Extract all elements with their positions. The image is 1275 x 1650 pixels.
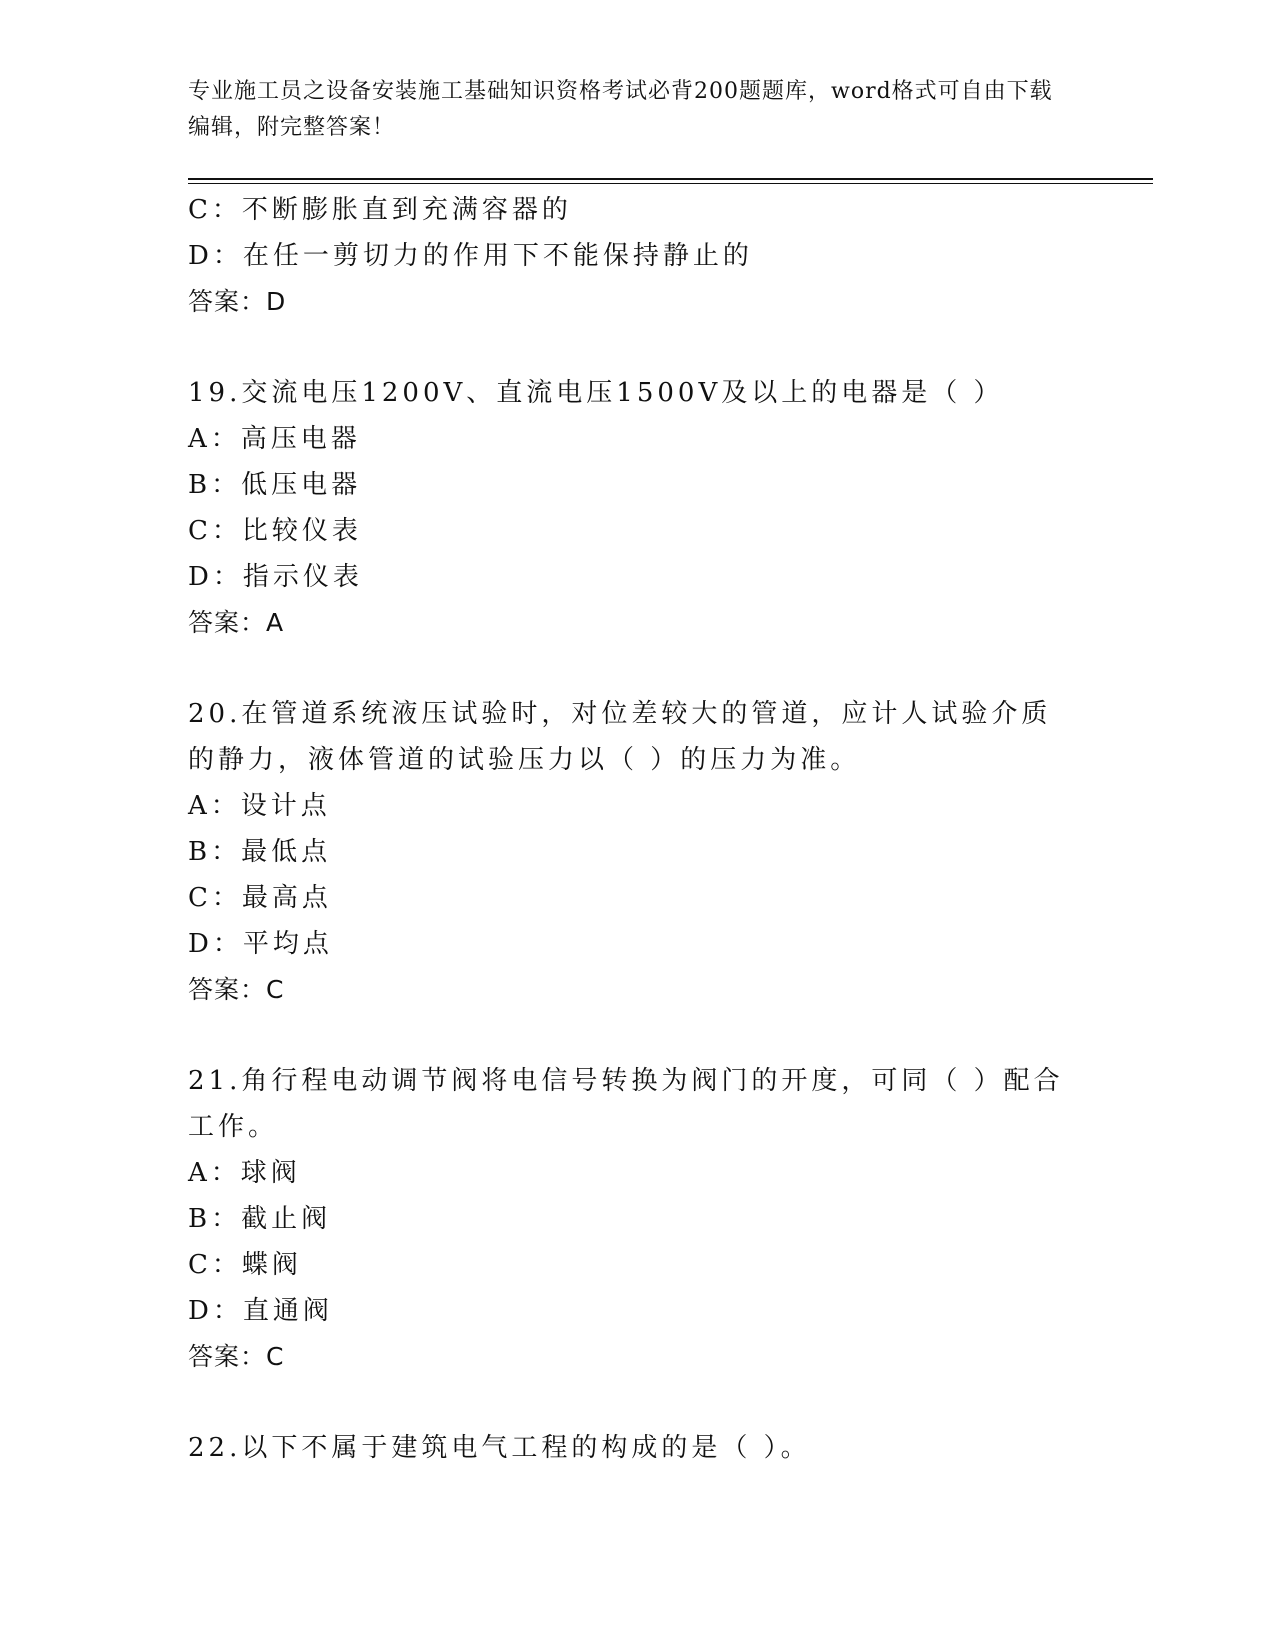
question-list — [188, 187, 1088, 1471]
header-rule-thick — [188, 178, 1153, 180]
option-c: C：最高点 — [188, 883, 332, 913]
question-20 — [188, 691, 1088, 1013]
option-a: A：球阀 — [188, 1158, 301, 1188]
question-stem: 22.以下不属于建筑电气工程的构成的是（ ）。 — [188, 1433, 811, 1463]
option-c: C：比较仪表 — [188, 516, 362, 546]
option-d: D：指示仪表 — [188, 562, 363, 592]
option-d: D：在任一剪切力的作用下不能保持静止的 — [188, 241, 753, 271]
option-d: D：直通阀 — [188, 1296, 333, 1326]
option-d: D：平均点 — [188, 929, 333, 959]
answer-line: 答案：C — [188, 975, 285, 1004]
question-19 — [188, 370, 1088, 646]
option-c: C：不断膨胀直到充满容器的 — [188, 195, 572, 225]
question-stem: 20.在管道系统液压试验时，对位差较大的管道，应计人试验介质的静力，液体管道的试验压力以（ ）的压力为准。 — [188, 699, 1052, 775]
answer-line: 答案：D — [188, 287, 287, 316]
question-21 — [188, 1058, 1088, 1380]
question-22 — [188, 1425, 1088, 1471]
option-c: C：蝶阀 — [188, 1250, 302, 1280]
header-rule-thin — [188, 183, 1153, 184]
document-header: 专业施工员之设备安装施工基础知识资格考试必背200题题库，word格式可自由下载编辑，附完整答案！ — [188, 79, 1053, 140]
option-b: B：截止阀 — [188, 1204, 332, 1234]
option-a: A：设计点 — [188, 791, 331, 821]
answer-line: 答案：A — [188, 608, 285, 637]
option-b: B：低压电器 — [188, 470, 362, 500]
option-b: B：最低点 — [188, 837, 332, 867]
answer-line: 答案：C — [188, 1342, 285, 1371]
option-a: A：高压电器 — [188, 424, 361, 454]
partial-question — [188, 187, 1088, 325]
question-stem: 19.交流电压1200V、直流电压1500V及以上的电器是（ ） — [188, 378, 1004, 408]
question-stem: 21.角行程电动调节阀将电信号转换为阀门的开度，可同（ ）配合工作。 — [188, 1066, 1064, 1142]
